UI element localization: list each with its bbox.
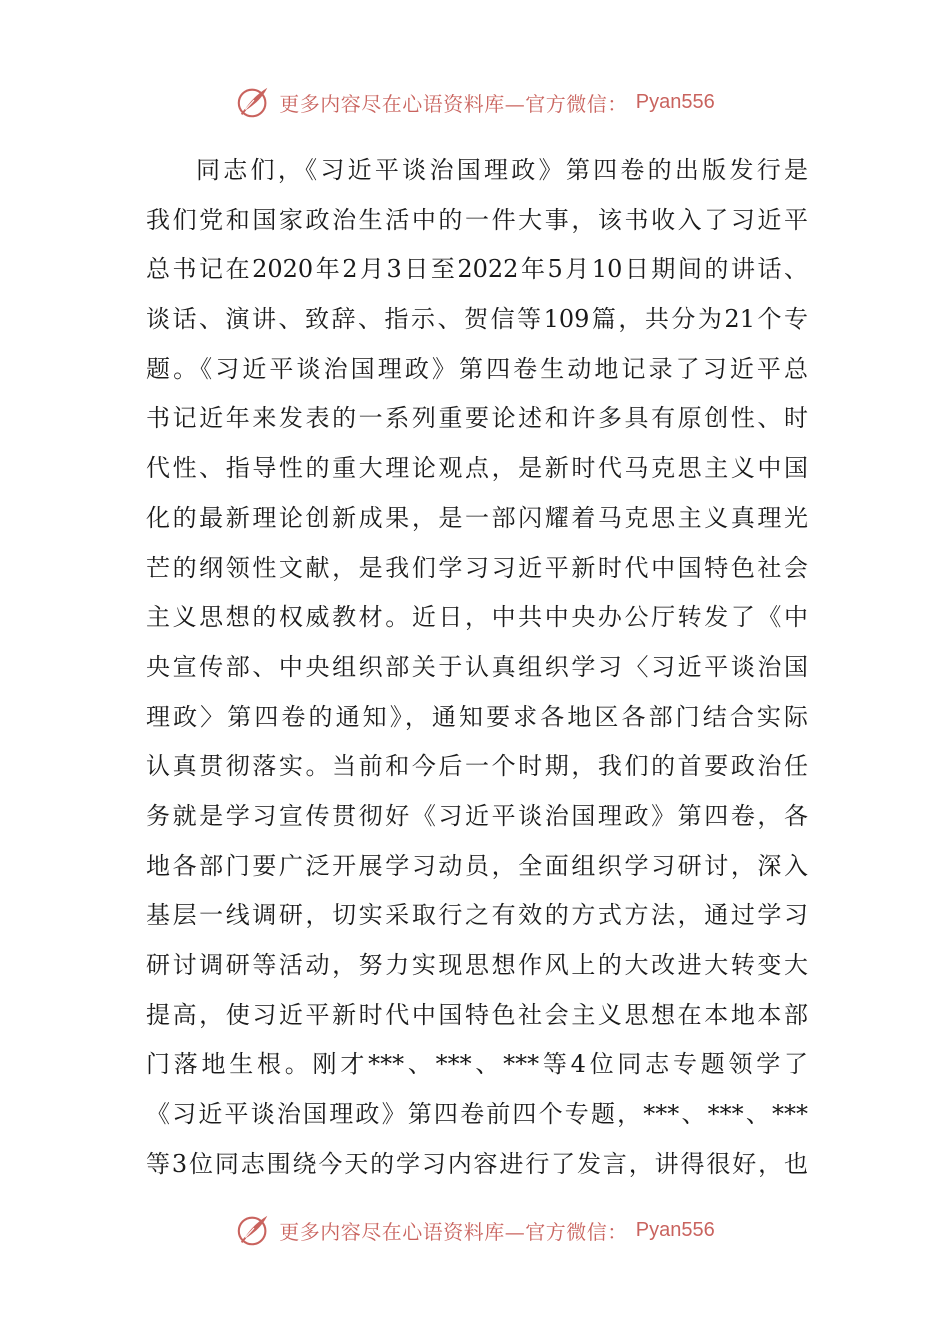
document-paragraph [146,146,808,1189]
wechat-id: Pyan556 [635,90,715,113]
paragraph-line: 谈话、演讲、致辞、指示、贺信等109篇，共分为21个专 [146,305,808,334]
paragraph-line: 总书记在2020年2月3日至2022年5月10日期间的讲话、 [146,255,808,284]
paragraph-line: 书记近年来发表的一系列重要论述和许多具有原创性、时 [146,404,808,433]
paragraph-line: 《习近平谈治国理政》第四卷前四个专题，***、***、*** [146,1100,808,1129]
paragraph-line: 同志们，《习近平谈治国理政》第四卷的出版发行是 [196,156,808,184]
watermark-banner-top [0,80,950,124]
paragraph-line: 主义思想的权威教材。近日，中共中央办公厅转发了《中 [146,603,808,632]
paragraph-line: 认真贯彻落实。当前和今后一个时期，我们的首要政治任 [146,752,808,781]
paragraph-line: 芒的纲领性文献，是我们学习习近平新时代中国特色社会 [146,553,808,582]
quill-logo-icon [235,1211,273,1249]
watermark-text: 更多内容尽在心语资料库—官方微信： [279,91,628,116]
paragraph-line: 央宣传部、中央组织部关于认真组织学习〈习近平谈治国 [146,652,808,681]
paragraph-line: 理政〉第四卷的通知》，通知要求各地区各部门结合实际 [146,702,808,731]
watermark-text: 更多内容尽在心语资料库—官方微信： [279,1219,628,1244]
paragraph-line: 研讨调研等活动，努力实现思想作风上的大改进大转变大 [146,951,808,979]
paragraph-line: 等3位同志围绕今天的学习内容进行了发言，讲得很好，也 [146,1149,808,1178]
paragraph-line: 代性、指导性的重大理论观点，是新时代马克思主义中国 [146,454,808,483]
quill-logo-icon [235,83,273,121]
paragraph-line: 门落地生根。刚才***、***、***等4位同志专题领学了 [146,1050,808,1079]
paragraph-line: 务就是学习宣传贯彻好《习近平谈治国理政》第四卷，各 [146,801,808,830]
paragraph-line: 基层一线调研，切实采取行之有效的方式方法，通过学习 [146,901,808,930]
paragraph-line: 地各部门要广泛开展学习动员，全面组织学习研讨，深入 [146,851,808,880]
paragraph-line: 提高，使习近平新时代中国特色社会主义思想在本地本部 [146,1000,808,1029]
wechat-id: Pyan556 [635,1218,715,1241]
paragraph-line: 化的最新理论创新成果，是一部闪耀着马克思主义真理光 [146,503,808,532]
paragraph-line: 题。《习近平谈治国理政》第四卷生动地记录了习近平总 [146,354,808,383]
watermark-banner-bottom [0,1208,950,1252]
paragraph-line: 我们党和国家政治生活中的一件大事，该书收入了习近平 [146,205,808,234]
